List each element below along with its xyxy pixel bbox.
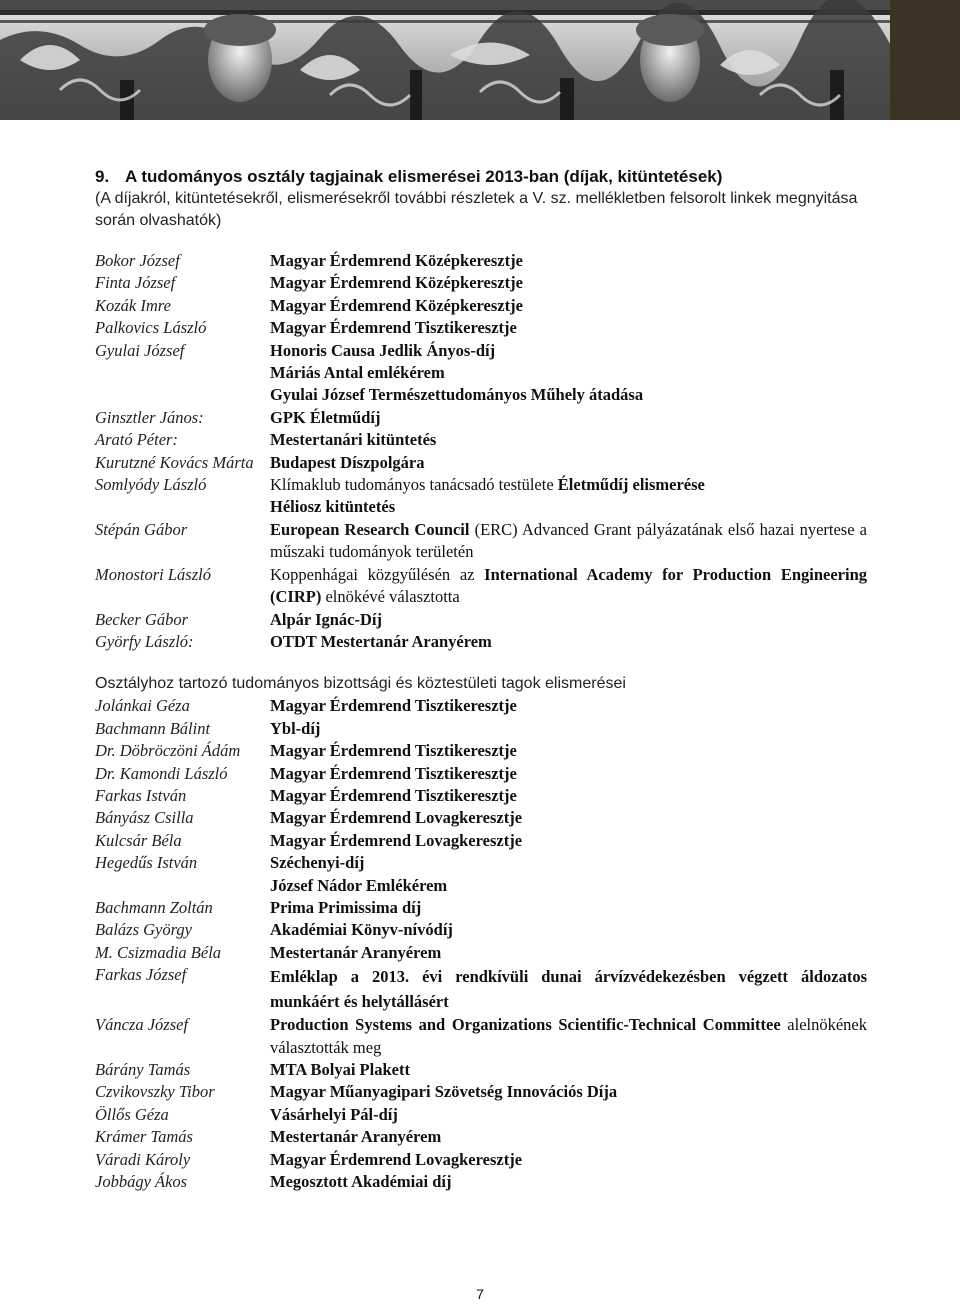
award-row bbox=[95, 474, 867, 496]
award-text bbox=[270, 272, 867, 294]
award-row bbox=[95, 631, 867, 653]
award-text bbox=[270, 1104, 867, 1126]
award-text bbox=[270, 1081, 867, 1103]
award-row bbox=[95, 496, 867, 518]
award-detail: alelnökének választották meg bbox=[270, 1015, 868, 1057]
award-row bbox=[95, 1104, 867, 1126]
award-text bbox=[270, 875, 867, 897]
award-row bbox=[95, 317, 867, 339]
recipient-name bbox=[95, 875, 270, 897]
award-text bbox=[270, 496, 867, 518]
award-text bbox=[270, 609, 867, 631]
award-row bbox=[95, 407, 867, 429]
award-text bbox=[270, 942, 867, 964]
award-row bbox=[95, 718, 867, 740]
award-title: Honoris Causa Jedlik Ányos-díj bbox=[270, 340, 496, 360]
recipient-name: Dr. Döbröczöni Ádám bbox=[95, 741, 241, 761]
recipient-name: Palkovics László bbox=[95, 318, 207, 338]
recipient-name: Kozák Imre bbox=[95, 295, 171, 315]
award-text bbox=[270, 852, 867, 874]
award-row bbox=[95, 609, 867, 631]
award-text bbox=[270, 1149, 867, 1171]
award-title: Magyar Érdemrend Középkeresztje bbox=[270, 273, 523, 293]
award-text bbox=[270, 807, 867, 829]
award-title: Akadémiai Könyv-nívódíj bbox=[270, 920, 453, 940]
award-text bbox=[270, 519, 867, 564]
award-text bbox=[270, 340, 867, 362]
section-number: 9. bbox=[95, 167, 110, 186]
recipient-name: Balázs György bbox=[95, 920, 193, 940]
recipient-name: Farkas István bbox=[95, 785, 187, 805]
recipient-name: Stépán Gábor bbox=[95, 519, 188, 539]
award-title: Prima Primissima díj bbox=[270, 897, 422, 917]
recipient-name: Jobbágy Ákos bbox=[95, 1172, 188, 1192]
award-detail: Koppenhágai közgyűlésén az bbox=[270, 564, 485, 584]
recipient-name: Váncza József bbox=[95, 1015, 189, 1035]
banner-divider bbox=[0, 120, 960, 121]
award-row bbox=[95, 830, 867, 852]
award-row bbox=[95, 1059, 867, 1081]
recipient-name: Györfy László: bbox=[95, 631, 194, 651]
award-title: MTA Bolyai Plakett bbox=[270, 1060, 410, 1079]
award-row bbox=[95, 272, 867, 294]
recipient-name: Monostori László bbox=[95, 564, 211, 584]
award-text bbox=[270, 718, 867, 740]
members-awards-table bbox=[95, 250, 867, 653]
award-title: Mestertanár Aranyérem bbox=[270, 1127, 442, 1147]
award-title: Magyar Érdemrend Tisztikeresztje bbox=[270, 785, 517, 805]
section-heading bbox=[95, 166, 867, 188]
recipient-name: Czvikovszky Tibor bbox=[95, 1082, 215, 1102]
award-row bbox=[95, 807, 867, 829]
award-text bbox=[270, 897, 867, 919]
award-row bbox=[95, 740, 867, 762]
award-title: Magyar Érdemrend Lovagkeresztje bbox=[270, 830, 523, 850]
award-row bbox=[95, 429, 867, 451]
award-text bbox=[270, 830, 867, 852]
award-row bbox=[95, 295, 867, 317]
architectural-frieze-image bbox=[0, 0, 890, 120]
recipient-name bbox=[95, 384, 270, 406]
award-title: Gyulai József Természettudományos Műhely átadása bbox=[270, 385, 644, 405]
award-text bbox=[270, 1126, 867, 1148]
recipient-name: Somlyódy László bbox=[95, 475, 207, 495]
award-row bbox=[95, 519, 867, 564]
award-title: Életműdíj elismerése bbox=[557, 475, 705, 495]
award-text bbox=[270, 964, 867, 1014]
award-title: Magyar Érdemrend Tisztikeresztje bbox=[270, 318, 517, 338]
award-row bbox=[95, 875, 867, 897]
award-row bbox=[95, 763, 867, 785]
award-text bbox=[270, 1059, 867, 1081]
award-row bbox=[95, 564, 867, 609]
award-title: Magyar Érdemrend Tisztikeresztje bbox=[270, 763, 517, 783]
document-body bbox=[95, 166, 867, 1193]
award-row bbox=[95, 852, 867, 874]
award-row bbox=[95, 1126, 867, 1148]
award-text bbox=[270, 250, 867, 272]
recipient-name: Bárány Tamás bbox=[95, 1060, 191, 1079]
recipient-name: Bachmann Zoltán bbox=[95, 897, 213, 917]
award-row bbox=[95, 1171, 867, 1193]
award-text bbox=[270, 407, 867, 429]
award-title: Magyar Érdemrend Lovagkeresztje bbox=[270, 808, 523, 828]
award-text bbox=[270, 317, 867, 339]
award-title: Alpár Ignác-Díj bbox=[270, 609, 382, 629]
award-text bbox=[270, 785, 867, 807]
award-text bbox=[270, 362, 867, 384]
award-title: Magyar Érdemrend Tisztikeresztje bbox=[270, 696, 517, 716]
award-title: Magyar Érdemrend Középkeresztje bbox=[270, 251, 523, 270]
award-detail: (ERC) Advanced Grant pályázatának első hazai nyertese a műszaki tudományok területén bbox=[270, 519, 868, 562]
banner-side-strip bbox=[890, 0, 960, 120]
recipient-name: Becker Gábor bbox=[95, 609, 189, 629]
award-title: Magyar Érdemrend Tisztikeresztje bbox=[270, 741, 517, 761]
award-row bbox=[95, 695, 867, 717]
recipient-name: Krámer Tamás bbox=[95, 1127, 193, 1147]
award-row bbox=[95, 897, 867, 919]
recipient-name: Kurutzné Kovács Márta bbox=[95, 452, 254, 472]
award-title: GPK Életműdíj bbox=[270, 407, 381, 427]
award-row bbox=[95, 785, 867, 807]
award-title: Vásárhelyi Pál-díj bbox=[270, 1104, 398, 1124]
recipient-name: Arató Péter: bbox=[95, 430, 178, 450]
award-title: European Research Council bbox=[270, 519, 470, 539]
award-title: Széchenyi-díj bbox=[270, 853, 365, 873]
section-intro: (A díjakról, kitüntetésekről, elismerésekről további részletek a V. sz. mellékletben felsorolt linkek megnyitása során olvashatók) bbox=[95, 190, 858, 229]
award-row bbox=[95, 1014, 867, 1059]
award-title: Production Systems and Organizations Scientific-Technical Committee bbox=[270, 1015, 781, 1035]
recipient-name: Bachmann Bálint bbox=[95, 718, 211, 738]
section-title: A tudományos osztály tagjainak elismerései 2013-ban (díjak, kitüntetések) bbox=[125, 167, 723, 186]
recipient-name: Ginsztler János: bbox=[95, 407, 204, 427]
award-title: OTDT Mestertanár Aranyérem bbox=[270, 631, 492, 651]
award-row bbox=[95, 340, 867, 362]
award-row bbox=[95, 964, 867, 1014]
award-row bbox=[95, 942, 867, 964]
award-title: Magyar Műanyagipari Szövetség Innovációs Díja bbox=[270, 1082, 618, 1102]
recipient-name: Bányász Csilla bbox=[95, 808, 194, 828]
award-row bbox=[95, 1149, 867, 1171]
committee-awards-table bbox=[95, 695, 867, 1193]
award-title: Magyar Érdemrend Lovagkeresztje bbox=[270, 1149, 523, 1169]
award-text bbox=[270, 452, 867, 474]
award-row bbox=[95, 362, 867, 384]
award-text bbox=[270, 1171, 867, 1193]
recipient-name bbox=[95, 496, 270, 518]
award-text bbox=[270, 429, 867, 451]
award-text bbox=[270, 919, 867, 941]
award-title: Budapest Díszpolgára bbox=[270, 452, 425, 472]
award-detail: Klímaklub tudományos tanácsadó testülete bbox=[270, 475, 558, 495]
recipient-name: Kulcsár Béla bbox=[95, 830, 182, 850]
committee-heading: Osztályhoz tartozó tudományos bizottsági és köztestületi tagok elismerései bbox=[95, 675, 626, 693]
award-title: International Academy for Production Engineering (CIRP) bbox=[270, 564, 867, 607]
award-title: Megosztott Akadémiai díj bbox=[270, 1172, 452, 1192]
recipient-name bbox=[95, 362, 270, 384]
award-title: József Nádor Emlékérem bbox=[270, 875, 448, 895]
recipient-name: Gyulai József bbox=[95, 340, 185, 360]
award-text bbox=[270, 763, 867, 785]
award-text bbox=[270, 740, 867, 762]
award-text bbox=[270, 631, 867, 653]
recipient-name: Öllős Géza bbox=[95, 1104, 169, 1124]
award-title: Mestertanár Aranyérem bbox=[270, 942, 442, 962]
recipient-name: Bokor József bbox=[95, 251, 180, 270]
recipient-name: Váradi Károly bbox=[95, 1149, 191, 1169]
header-banner bbox=[0, 0, 960, 120]
award-row bbox=[95, 452, 867, 474]
recipient-name: Hegedűs István bbox=[95, 853, 198, 873]
page-number: 7 bbox=[476, 1286, 484, 1302]
award-title: Ybl-díj bbox=[270, 718, 321, 738]
award-text bbox=[270, 474, 867, 496]
award-text bbox=[270, 384, 867, 406]
award-title: Máriás Antal emlékérem bbox=[270, 363, 445, 383]
award-title: Mestertanári kitüntetés bbox=[270, 430, 437, 450]
award-text bbox=[270, 564, 867, 609]
award-row bbox=[95, 250, 867, 272]
award-row bbox=[95, 919, 867, 941]
recipient-name: Jolánkai Géza bbox=[95, 696, 190, 716]
award-title: Magyar Érdemrend Középkeresztje bbox=[270, 295, 523, 315]
award-row bbox=[95, 1081, 867, 1103]
award-text bbox=[270, 1014, 867, 1059]
award-row bbox=[95, 384, 867, 406]
award-text bbox=[270, 295, 867, 317]
recipient-name: Finta József bbox=[95, 273, 176, 293]
recipient-name: M. Csizmadia Béla bbox=[95, 942, 222, 962]
award-text bbox=[270, 695, 867, 717]
award-detail: elnökévé választotta bbox=[321, 587, 460, 607]
award-title: Héliosz kitüntetés bbox=[270, 497, 396, 517]
recipient-name: Dr. Kamondi László bbox=[95, 763, 228, 783]
award-title: Emléklap a 2013. évi rendkívüli dunai árvízvédekezésben végzett áldozatos munkáért és helytállásért bbox=[270, 967, 867, 1012]
recipient-name: Farkas József bbox=[95, 965, 187, 985]
